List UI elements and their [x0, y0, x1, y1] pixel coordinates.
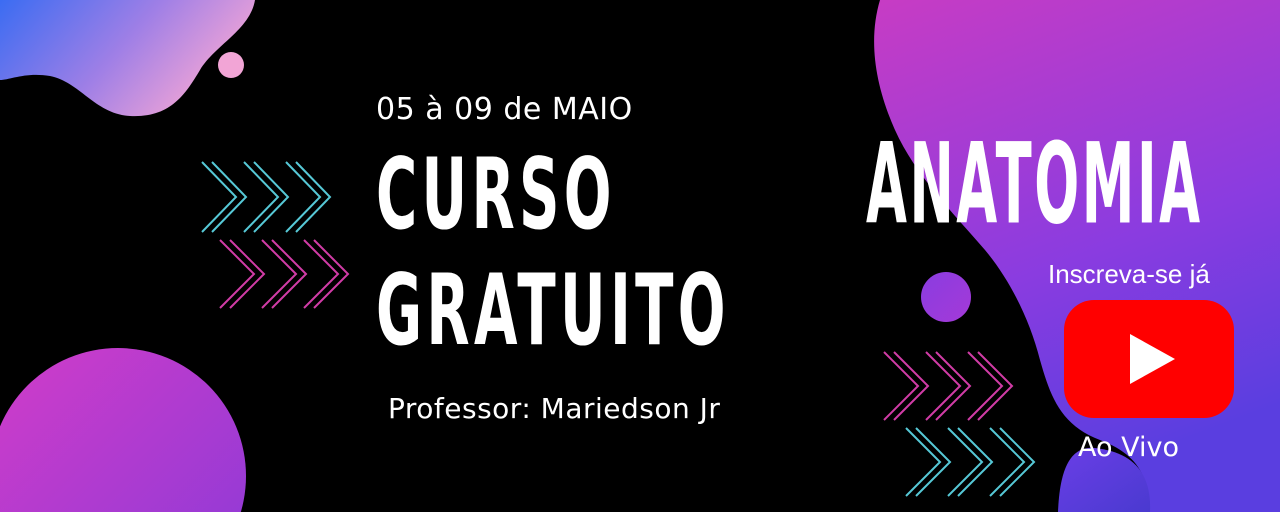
title-line-2: GRATUITO — [376, 254, 730, 368]
professor-name: Professor: Mariedson Jr — [388, 392, 721, 425]
youtube-play-button[interactable] — [1064, 300, 1234, 418]
title-line-1: CURSO — [376, 138, 616, 252]
course-name: ANATOMIA — [866, 118, 1203, 250]
small-pink-dot — [218, 52, 244, 78]
chevron-right-icon — [202, 162, 330, 232]
chevron-right-icon — [220, 240, 348, 308]
chevron-right-icon — [884, 352, 1012, 420]
chevron-right-icon — [906, 428, 1034, 496]
top-left-blob — [0, 0, 255, 116]
purple-circle — [921, 272, 971, 322]
live-label: Ao Vivo — [1078, 432, 1179, 463]
bottom-left-blob — [0, 348, 246, 512]
youtube-play-icon — [1064, 300, 1234, 418]
event-date: 05 à 09 de MAIO — [376, 92, 633, 127]
subscribe-call-to-action: Inscreva-se já — [1048, 259, 1210, 289]
